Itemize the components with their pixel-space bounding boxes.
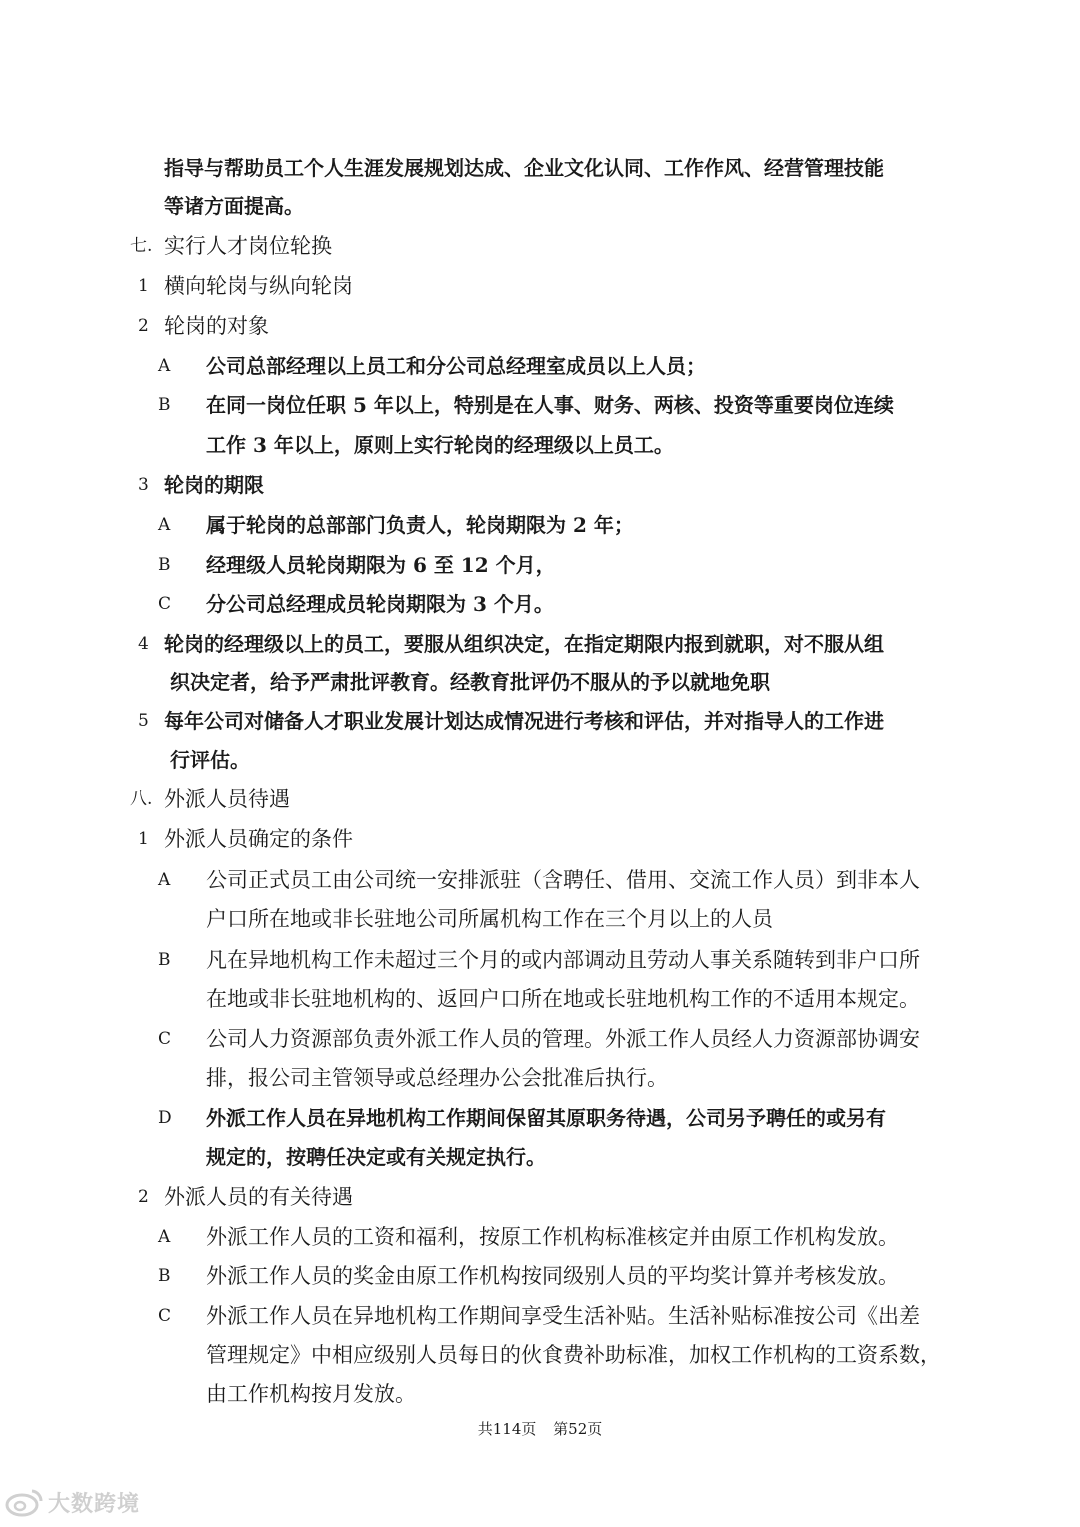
line-text: 织决定者，给予严肃批评教育。经教育批评仍不服从的予以就地免职 [170,670,770,694]
current-page: 第52页 [553,1420,603,1438]
text-line [0,940,1080,980]
text-line [0,1019,1080,1059]
list-marker: C [158,1306,172,1326]
list-marker: 1 [138,276,149,296]
line-text: 排，报公司主管领导或总经理办公会批准后执行。 [206,1066,668,1090]
text-line [0,584,1080,624]
list-marker: 八. [130,789,153,809]
line-text: 等诸方面提高。 [164,194,304,218]
line-text: 指导与帮助员工个人生涯发展规划达成、企业文化认同、工作作风、经营管理技能 [164,156,884,180]
list-marker: B [158,555,171,575]
line-text: 外派人员确定的条件 [164,827,353,851]
text-line [0,226,1080,266]
line-text: 凡在异地机构工作未超过三个月的或内部调动且劳动人事关系随转到非户口所 [206,948,920,972]
text-line [0,346,1080,386]
line-text: 公司正式员工由公司统一安排派驻（含聘任、借用、交流工作人员）到非本人 [206,868,920,892]
line-text: 实行人才岗位轮换 [164,234,332,258]
line-text: 公司人力资源部负责外派工作人员的管理。外派工作人员经人力资源部协调安 [206,1027,920,1051]
text-line [0,1335,1080,1375]
line-text: 外派工作人员的奖金由原工作机构按同级别人员的平均奖计算并考核发放。 [206,1264,899,1288]
list-marker: B [158,950,171,970]
line-text: 管理规定》中相应级别人员每日的伙食费补助标准，加权工作机构的工资系数， [206,1343,941,1367]
line-text: 在地或非长驻地机构的、返回户口所在地或长驻地机构工作的不适用本规定。 [206,987,920,1011]
text-line [0,1217,1080,1257]
line-text: 行评估。 [170,748,250,772]
list-marker: B [158,395,171,415]
line-text: 规定的，按聘任决定或有关规定执行。 [206,1145,546,1169]
text-line [0,465,1080,505]
text-line [0,425,1080,465]
line-text: 公司总部经理以上员工和分公司总经理室成员以上人员； [206,354,706,378]
text-line [0,701,1080,741]
text-line [0,979,1080,1019]
list-marker: A [158,515,171,535]
list-marker: B [158,1266,171,1286]
text-line [0,779,1080,819]
line-text: 轮岗的期限 [164,473,264,497]
text-line [0,1098,1080,1138]
text-line [0,505,1080,545]
line-text: 轮岗的对象 [164,314,269,338]
line-text: 工作 3 年以上，原则上实行轮岗的经理级以上员工。 [206,433,674,457]
watermark [4,1485,140,1519]
text-line [0,148,1080,188]
list-marker: 4 [138,634,149,654]
text-line [0,624,1080,664]
line-text: 外派工作人员在异地机构工作期间保留其原职务待遇，公司另予聘任的或另有 [206,1106,886,1130]
total-pages: 共114页 [477,1420,537,1438]
weibo-logo-icon [4,1487,44,1517]
text-line [0,186,1080,226]
line-text: 外派人员的有关待遇 [164,1185,353,1209]
text-line [0,1058,1080,1098]
list-marker: 3 [138,475,149,495]
list-marker: C [158,1029,172,1049]
list-marker: A [158,356,171,376]
list-marker: 5 [138,711,149,731]
list-marker: C [158,594,172,614]
text-line [0,899,1080,939]
line-text: 每年公司对储备人才职业发展计划达成情况进行考核和评估，并对指导人的工作进 [164,709,884,733]
text-line [0,1374,1080,1414]
text-line [0,1256,1080,1296]
text-line [0,1177,1080,1217]
text-line [0,306,1080,346]
text-line [0,662,1080,702]
line-text: 属于轮岗的总部部门负责人，轮岗期限为 2 年； [206,513,634,537]
list-marker: 1 [138,829,149,849]
line-text: 外派工作人员在异地机构工作期间享受生活补贴。生活补贴标准按公司《出差 [206,1304,920,1328]
line-text: 在同一岗位任职 5 年以上，特别是在人事、财务、两核、投资等重要岗位连续 [206,393,894,417]
text-line [0,740,1080,780]
line-text: 经理级人员轮岗期限为 6 至 12 个月， [206,553,556,577]
text-line [0,819,1080,859]
line-text: 轮岗的经理级以上的员工，要服从组织决定，在指定期限内报到就职，对不服从组 [164,632,884,656]
list-marker: 2 [138,1187,149,1207]
line-text: 分公司总经理成员轮岗期限为 3 个月。 [206,592,554,616]
text-line [0,1296,1080,1336]
list-marker: A [158,1227,171,1247]
text-line [0,545,1080,585]
list-marker: D [158,1108,172,1128]
watermark-text: 大数跨境 [48,1491,141,1517]
line-text: 外派人员待遇 [164,787,290,811]
list-marker: 七. [130,236,153,256]
text-line [0,385,1080,425]
text-line [0,266,1080,306]
line-text: 外派工作人员的工资和福利，按原工作机构标准核定并由原工作机构发放。 [206,1225,899,1249]
list-marker: 2 [138,316,149,336]
page-footer [0,1418,1080,1440]
list-marker: A [158,870,171,890]
text-line [0,860,1080,900]
line-text: 横向轮岗与纵向轮岗 [164,274,353,298]
line-text: 户口所在地或非长驻地公司所属机构工作在三个月以上的人员 [206,907,773,931]
line-text: 由工作机构按月发放。 [206,1382,416,1406]
text-line [0,1137,1080,1177]
